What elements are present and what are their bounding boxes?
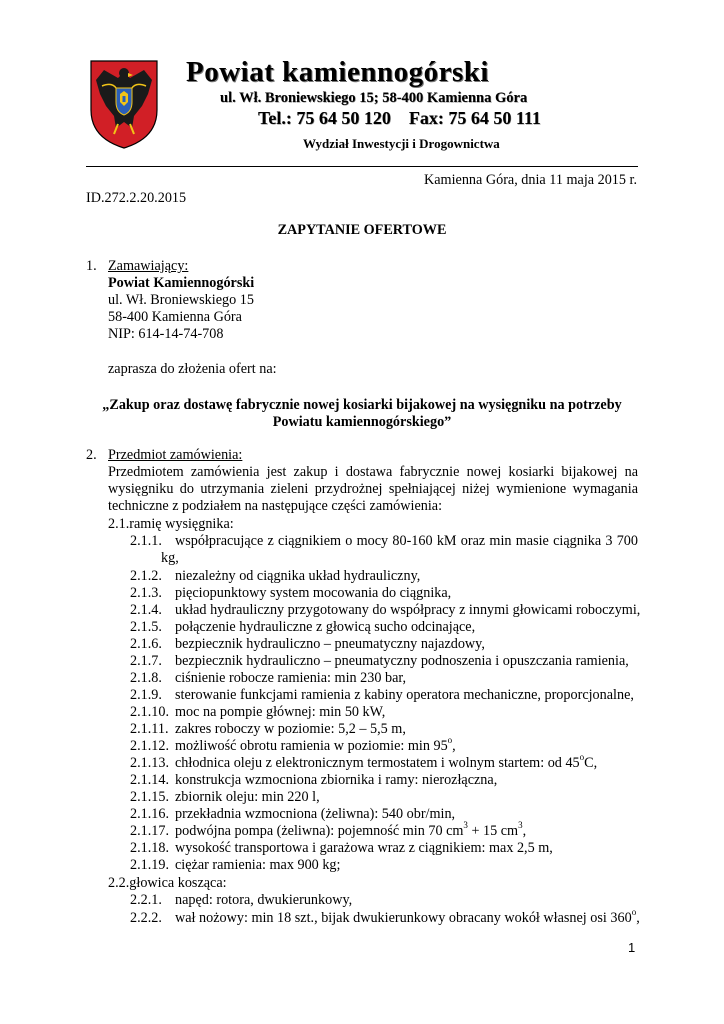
buyer-nip: NIP: 614-14-74-708	[108, 326, 224, 342]
list-item-number: 2.1.18.	[130, 840, 170, 856]
list-item-number: 2.1.7.	[130, 653, 162, 669]
subject-line-2: Powiatu kamiennogórskiego”	[272, 414, 452, 430]
letterhead-title: Powiat kamiennogórski	[186, 56, 489, 88]
list-item-number: 2.1.2.	[130, 568, 162, 584]
list-item-number: 2.2.1.	[130, 892, 162, 908]
letterhead-divider	[86, 166, 638, 167]
reference-id: ID.272.2.20.2015	[86, 190, 187, 206]
list-item-number: 2.1.13.	[130, 755, 170, 771]
buyer-city: 58-400 Kamienna Góra	[108, 309, 242, 325]
list-item-number: 2.2.2.	[130, 910, 162, 926]
list-item-text: podwójna pompa (żeliwna): pojemność min 70 $cm^3 + 15$ $cm^3$,	[175, 820, 527, 839]
list-item-number: 2.1.17.	[130, 823, 170, 839]
list-item-text: bezpiecznik hydrauliczno – pneumatyczny podnoszenia i opuszczania ramienia,	[175, 653, 629, 669]
list-item-number: 2.1.8.	[130, 670, 162, 686]
list-item-number: 2.1.12.	[130, 738, 170, 754]
letterhead-fax: Fax: 75 64 50 111	[408, 108, 541, 128]
subsection-label: głowica kosząca:	[129, 875, 227, 891]
list-item-number: 2.1.4.	[130, 602, 162, 618]
section2-heading: Przedmiot zamówienia:	[108, 447, 243, 463]
letterhead-tel: Tel.: 75 64 50 120	[258, 108, 391, 128]
list-item-text: bezpiecznik hydrauliczno – pneumatyczny najazdowy,	[175, 636, 485, 652]
list-item-text: chłodnica oleju z elektronicznym termostatem i wolnym startem: od 45$^o$C,	[175, 752, 598, 771]
list-item-text: ciśnienie robocze ramienia: min 230 bar,	[175, 670, 407, 686]
document-title: ZAPYTANIE OFERTOWE	[277, 222, 447, 238]
list-item-text: przekładnia wzmocniona (żeliwna): 540 obr/min,	[175, 806, 456, 822]
list-item-number: 2.1.1.	[130, 533, 162, 549]
list-item-number: 2.1.5.	[130, 619, 162, 635]
buyer-name: Powiat Kamiennogórski	[108, 275, 255, 291]
list-item-text: pięciopunktowy system mocowania do ciągnika,	[175, 585, 452, 601]
letterhead-address: ul. Wł. Broniewskiego 15; 58-400 Kamienna Góra	[220, 90, 528, 106]
list-item-number: 2.1.10.	[130, 704, 170, 720]
section2-intro-line-2: wysięgniku do utrzymania zieleni przydrożnej spełniającej niżej wymienione wymagania	[108, 481, 638, 497]
list-item-number: 2.1.9.	[130, 687, 162, 703]
list-item-text: możliwość obrotu ramienia w poziomie: min 95$^o$,	[175, 735, 456, 754]
list-item-text: ciężar ramienia: max 900 kg;	[175, 857, 341, 873]
list-item-number: 2.1.6.	[130, 636, 162, 652]
subsection-label: ramię wysięgnika:	[129, 516, 234, 532]
list-item-number: 2.1.19.	[130, 857, 170, 873]
section2-intro-line-3: techniczne z podziałem na następujące części zamówienia:	[108, 498, 443, 514]
list-item-text: sterowanie funkcjami ramienia z kabiny operatora mechaniczne, proporcjonalne,	[175, 687, 634, 703]
list-item-number: 2.1.3.	[130, 585, 162, 601]
list-item-number: 2.1.16.	[130, 806, 170, 822]
list-item-text: napęd: rotora, dwukierunkowy,	[175, 892, 353, 908]
subsection-2-2	[108, 875, 227, 892]
subject-line-1: „Zakup oraz dostawę fabrycznie nowej kosiarki bijakowej na wysięgniku na potrzeby	[102, 397, 622, 413]
list-item-text: niezależny od ciągnika układ hydrauliczny,	[175, 568, 421, 584]
list-item-text: zakres roboczy w poziomie: 5,2 – 5,5 m,	[175, 721, 406, 737]
section2-number: 2.	[86, 447, 97, 463]
list-item-text: konstrukcja wzmocniona zbiornika i ramy: nierozłączna,	[175, 772, 498, 788]
list-item-number: 2.1.14.	[130, 772, 170, 788]
list-item-text: układ hydrauliczny przygotowany do współpracy z innymi głowicami roboczymi,	[175, 602, 641, 618]
invitation-text: zaprasza do złożenia ofert na:	[108, 361, 277, 377]
list-item-text: wysokość transportowa i garażowa wraz z ciągnikiem: max 2,5 m,	[175, 840, 553, 856]
list-item-number: 2.1.15.	[130, 789, 170, 805]
letterhead-phone-fax	[258, 108, 541, 129]
list-item-text: wał nożowy: min 18 szt., bijak dwukierunkowy obracany wokół własnej osi 360$^o$,	[175, 907, 640, 926]
section1-number: 1.	[86, 258, 97, 274]
coat-of-arms-icon	[88, 58, 160, 150]
list-item-text: zbiornik oleju: min 220 l,	[175, 789, 320, 805]
page-number: 1	[628, 940, 636, 955]
section2-intro-line-1: Przedmiotem zamówienia jest zakup i dostawa fabrycznie nowej kosiarki bijakowej na	[108, 464, 638, 480]
list-item-number: 2.1.11.	[130, 721, 169, 737]
list-item-text-continued: kg,	[161, 550, 179, 566]
buyer-street: ul. Wł. Broniewskiego 15	[108, 292, 254, 308]
list-item-text: moc na pompie głównej: min 50 kW,	[175, 704, 386, 720]
subsection-number: 2.1.	[108, 516, 130, 532]
list-item-text: współpracujące z ciągnikiem o mocy 80-160 kM oraz min masie ciągnika 3 700	[175, 533, 638, 549]
subsection-2-1	[108, 516, 234, 533]
date-line: Kamienna Góra, dnia 11 maja 2015 r.	[424, 172, 638, 188]
list-item-text: połączenie hydrauliczne z głowicą sucho odcinające,	[175, 619, 476, 635]
subsection-number: 2.2.	[108, 875, 130, 891]
letterhead-department: Wydział Inwestycji i Drogownictwa	[303, 136, 500, 151]
section1-heading: Zamawiający:	[108, 258, 189, 274]
